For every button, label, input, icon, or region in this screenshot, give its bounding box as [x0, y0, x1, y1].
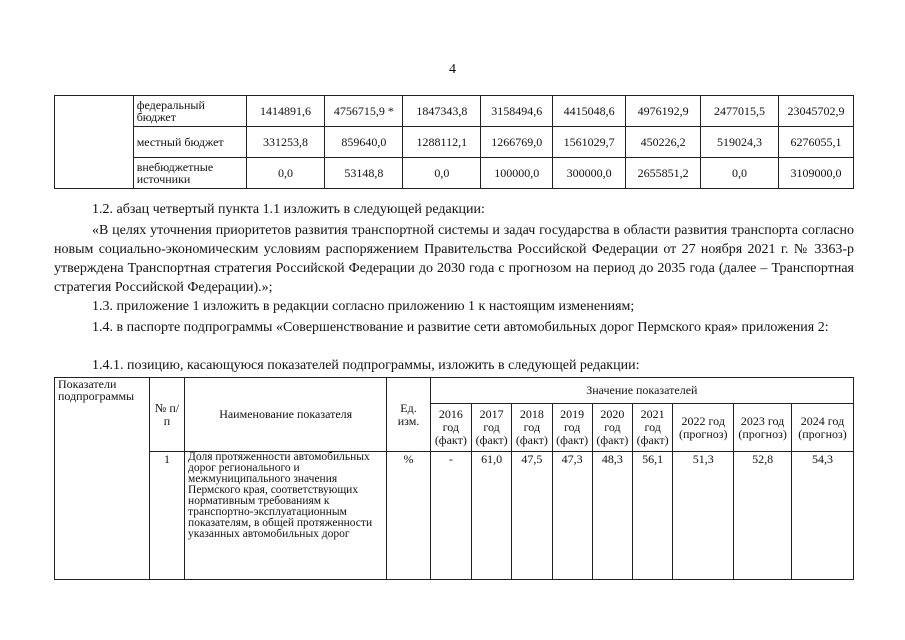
indicator-value: -: [430, 452, 471, 580]
paragraph-1-4-1: 1.4.1. позицию, касающуюся показателей подпрограммы, изложить в следующей редакции:: [92, 358, 640, 373]
indicator-value: 51,3: [673, 452, 734, 580]
budget-blank-cell: [55, 96, 134, 189]
header-year: 2023 год (прогноз): [734, 404, 792, 452]
indicators-data-row: [55, 452, 854, 580]
page-number: 4: [449, 62, 456, 77]
header-unit: Ед. изм.: [387, 378, 430, 452]
indicators-header-row: [55, 378, 854, 404]
header-year: 2021 год (факт): [633, 404, 673, 452]
indicator-value: 61,0: [471, 452, 511, 580]
budget-cell: 1561029,7: [553, 127, 626, 158]
budget-cell: 23045702,9: [778, 96, 853, 127]
budget-cell: 450226,2: [626, 127, 701, 158]
indicator-value: 56,1: [633, 452, 673, 580]
header-year: 2024 год (прогноз): [791, 404, 853, 452]
budget-cell: 1414891,6: [246, 96, 325, 127]
header-year: 2022 год (прогноз): [673, 404, 734, 452]
indicator-value: 47,5: [512, 452, 552, 580]
paragraph-1-4: 1.4. в паспорте подпрограммы «Совершенствование и развитие сети автомобильных дорог Пермского края» приложения 2:: [92, 320, 829, 335]
indicator-value: 52,8: [734, 452, 792, 580]
paragraph-1-3: 1.3. приложение 1 изложить в редакции согласно приложению 1 к настоящим изменениям;: [92, 299, 635, 314]
header-name: Наименование показателя: [185, 378, 387, 452]
header-year: 2020 год (факт): [592, 404, 632, 452]
budget-cell: 300000,0: [553, 158, 626, 189]
budget-cell: 0,0: [246, 158, 325, 189]
budget-row-label: федеральный бюджет: [133, 96, 246, 127]
indicator-unit: %: [387, 452, 430, 580]
header-year: 2018 год (факт): [512, 404, 552, 452]
budget-cell: 4415048,6: [553, 96, 626, 127]
indicator-value: 47,3: [552, 452, 592, 580]
budget-table: [54, 95, 854, 189]
indicator-value: 48,3: [592, 452, 632, 580]
budget-cell: 331253,8: [246, 127, 325, 158]
indicator-value: 54,3: [791, 452, 853, 580]
budget-row-local: [55, 127, 854, 158]
row-number: 1: [149, 452, 184, 580]
indicator-name: Доля протяженности автомобильных дорог регионального и межмуниципального значения Пермского края, соответствующих нормативным требованиям к транспортно-эксплуатационным показателям, в общей протяженности указанных автомобильных дорог: [185, 452, 387, 580]
paragraph-quote: «В целях уточнения приоритетов развития транспортной системы и задач государства в области развития транспорта согласно новым социально-экономическим условиям распоряжением Правительства Российской Федерации от 27 ноября 2021 г. № 3363-р утверждена Транспортная стратегия Российской Федерации до 2030 года с прогнозом на период до 2035 года (далее – Транспортная стратегия Российской Федерации).»;: [54, 223, 854, 295]
budget-row-federal: [55, 96, 854, 127]
budget-cell: 4976192,9: [626, 96, 701, 127]
budget-row-label: местный бюджет: [133, 127, 246, 158]
budget-cell: 3109000,0: [778, 158, 853, 189]
budget-cell: 0,0: [701, 158, 779, 189]
header-values-group: Значение показателей: [430, 378, 853, 404]
indicators-table: [54, 377, 854, 580]
budget-cell: 1288112,1: [403, 127, 481, 158]
budget-cell: 100000,0: [481, 158, 553, 189]
budget-row-extrabudget: [55, 158, 854, 189]
budget-cell: 4756715,9 *: [325, 96, 403, 127]
budget-cell: 519024,3: [701, 127, 779, 158]
budget-cell: 859640,0: [325, 127, 403, 158]
budget-cell: 53148,8: [325, 158, 403, 189]
budget-cell: 1847343,8: [403, 96, 481, 127]
header-indicators: Показатели подпрограммы: [55, 378, 150, 580]
paragraph-1-2: 1.2. абзац четвертый пункта 1.1 изложить в следующей редакции:: [92, 202, 485, 217]
budget-cell: 1266769,0: [481, 127, 553, 158]
header-number: № п/п: [149, 378, 184, 452]
header-year: 2017 год (факт): [471, 404, 511, 452]
header-year: 2019 год (факт): [552, 404, 592, 452]
budget-cell: 6276055,1: [778, 127, 853, 158]
budget-cell: 3158494,6: [481, 96, 553, 127]
budget-row-label: внебюджетные источники: [133, 158, 246, 189]
budget-cell: 2477015,5: [701, 96, 779, 127]
budget-cell: 2655851,2: [626, 158, 701, 189]
budget-cell: 0,0: [403, 158, 481, 189]
header-year: 2016 год (факт): [430, 404, 471, 452]
